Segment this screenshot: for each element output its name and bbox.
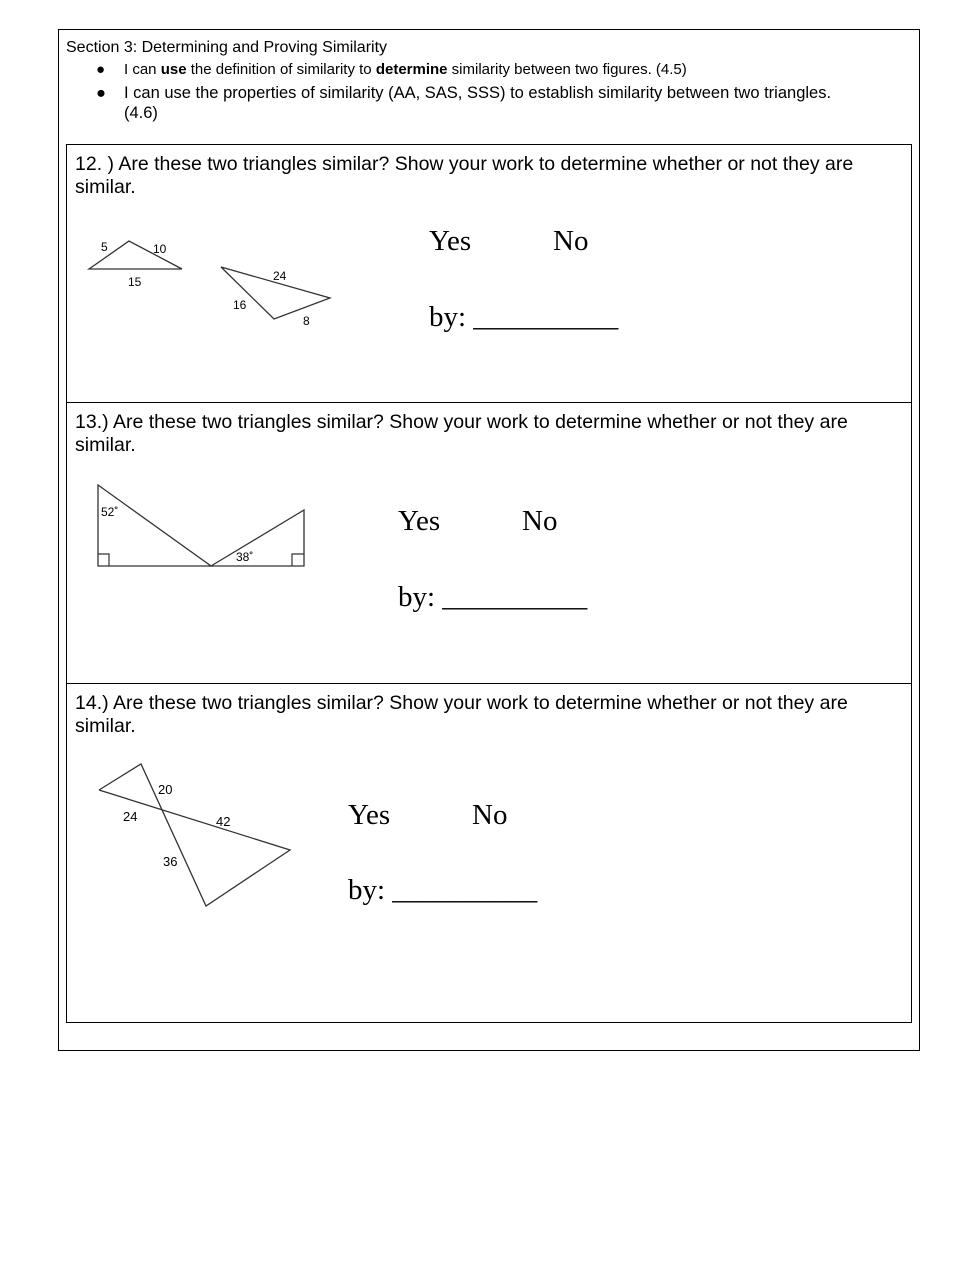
- label-24: 24: [273, 269, 287, 283]
- bullet: ●: [96, 61, 106, 78]
- label-16: 16: [233, 298, 247, 312]
- yes-option[interactable]: Yes: [429, 225, 472, 257]
- question-12-diagram: [67, 145, 367, 345]
- label-5: 5: [101, 240, 108, 254]
- yes-option[interactable]: Yes: [348, 799, 391, 831]
- question-14-diagram: [67, 684, 367, 924]
- question-12-box: [66, 144, 912, 403]
- bullet: ●: [96, 84, 106, 102]
- right-angle-mark-left: [98, 554, 109, 566]
- label-10: 10: [153, 242, 167, 256]
- by-answer-field[interactable]: by: __________: [429, 301, 619, 333]
- by-answer-field[interactable]: by: __________: [398, 581, 588, 613]
- bowtie-triangles: [99, 764, 290, 906]
- no-option[interactable]: No: [553, 225, 589, 257]
- no-option[interactable]: No: [472, 799, 508, 831]
- section-title: Section 3: Determining and Proving Similarity: [66, 39, 388, 56]
- yes-option[interactable]: Yes: [398, 505, 441, 537]
- label-36: 36: [163, 854, 178, 869]
- label-42: 42: [216, 814, 231, 829]
- no-option[interactable]: No: [522, 505, 558, 537]
- right-angle-mark-right: [292, 554, 304, 566]
- label-8: 8: [303, 314, 310, 328]
- triangle-right: [211, 510, 304, 566]
- question-14-box: [66, 683, 912, 1023]
- label-24: 24: [123, 809, 138, 824]
- question-13-text: 13.) Are these two triangles similar? Show your work to determine whether or not they are similar.: [75, 411, 848, 456]
- angle-label-52: 52˚: [101, 505, 119, 519]
- question-14-text: 14.) Are these two triangles similar? Show your work to determine whether or not they are similar.: [75, 692, 848, 737]
- by-answer-field[interactable]: by: __________: [348, 874, 538, 906]
- label-15: 15: [128, 275, 142, 289]
- label-20: 20: [158, 782, 173, 797]
- triangle-left: [98, 485, 211, 566]
- question-13-diagram: [67, 403, 367, 603]
- angle-label-38: 38˚: [236, 550, 254, 564]
- question-13-box: [66, 402, 912, 684]
- question-12-text: 12. ) Are these two triangles similar? Show your work to determine whether or not they are similar.: [75, 153, 854, 198]
